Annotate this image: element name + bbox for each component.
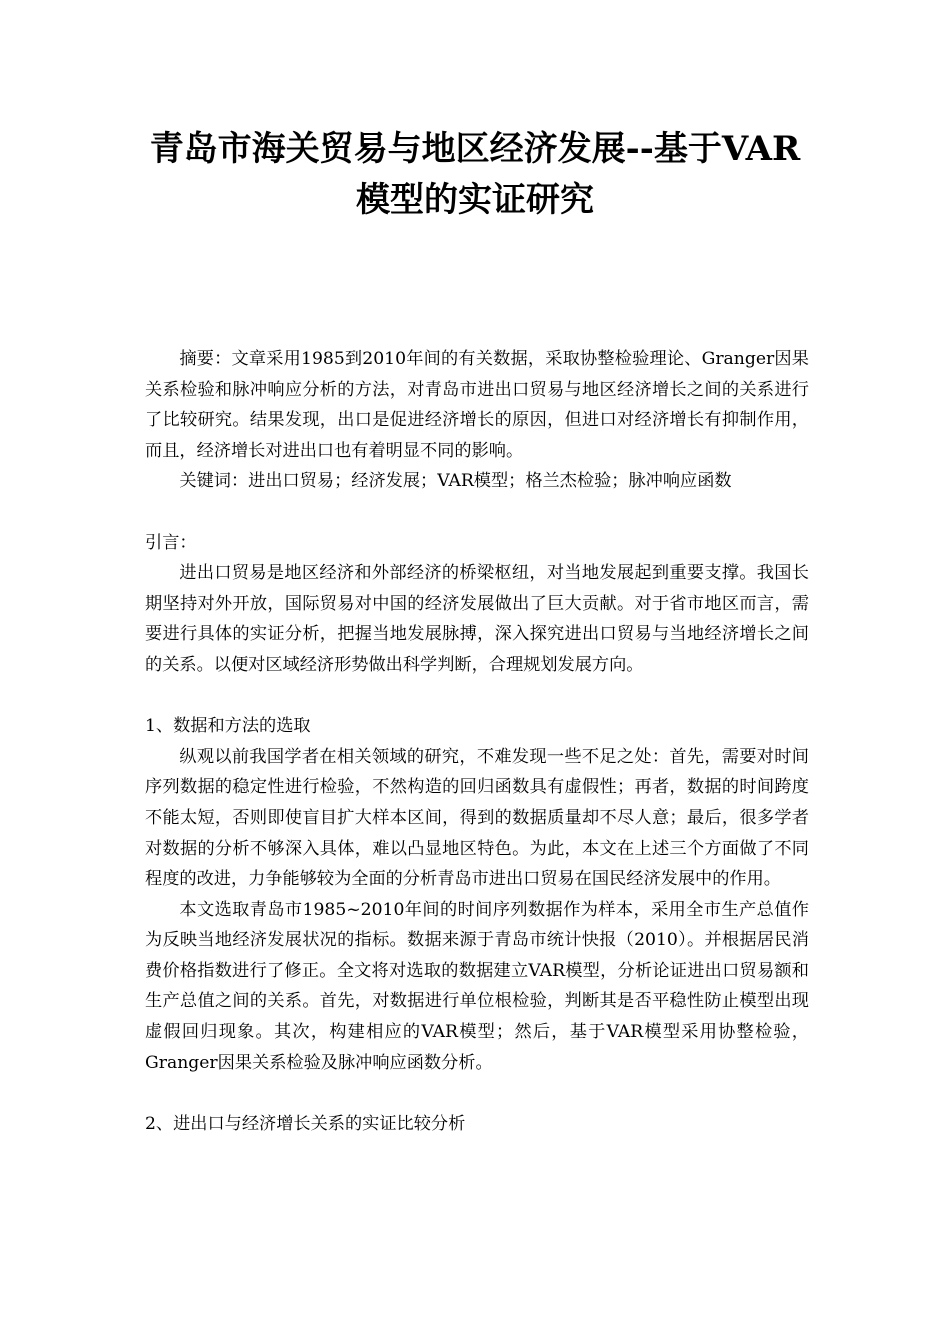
spacer [145, 681, 809, 712]
paper-title [0, 124, 950, 226]
section2-heading: 2、进出口与经济增长关系的实证比较分析 [145, 1113, 466, 1134]
spacer [145, 497, 809, 528]
section1-paragraph-1: 纵观以前我国学者在相关领域的研究，不难发现一些不足之处：首先，需要对时间序列数据的稳定性进行检验，不然构造的回归函数具有虚假性；再者，数据的时间跨度不能太短，否则即使盲目扩大样本区间，得到的数据质量却不尽人意；最后，很多学者对数据的分析不够深入具体，难以凸显地区特色。为此，本文在上述三个方面做了不同程度的改进，力争能够较为全面的分析青岛市进出口贸易在国民经济发展中的作用。 [145, 746, 809, 890]
abstract: 摘要：文章采用1985到2010年间的有关数据，采取协整检验理论、Granger因果关系检验和脉冲响应分析的方法，对青岛市进出口贸易与地区经济增长之间的关系进行了比较研究。结果发现，出口是促进经济增长的原因，但进口对经济增长有抑制作用，而且，经济增长对进出口也有着明显不同的影响。 [145, 349, 809, 461]
title-line-1: 青岛市海关贸易与地区经济发展--基于VAR [149, 129, 801, 169]
paper-body [145, 344, 809, 1139]
section1-paragraph-2: 本文选取青岛市1985~2010年间的时间序列数据作为样本，采用全市生产总值作为反映当地经济发展状况的指标。数据来源于青岛市统计快报（2010）。并根据居民消费价格指数进行了修正。全文将对选取的数据建立VAR模型，分析论证进出口贸易额和生产总值之间的关系。首先，对数据进行单位根检验，判断其是否平稳性防止模型出现虚假回归现象。其次，构建相应的VAR模型；然后，基于VAR模型采用协整检验，Granger因果关系检验及脉冲响应函数分析。 [145, 899, 809, 1073]
title-line-2: 模型的实证研究 [356, 180, 594, 220]
intro-paragraph: 进出口贸易是地区经济和外部经济的桥梁枢纽，对当地发展起到重要支撑。我国长期坚持对外开放，国际贸易对中国的经济发展做出了巨大贡献。对于省市地区而言，需要进行具体的实证分析，把握当地发展脉搏，深入探究进出口贸易与当地经济增长之间的关系。以便对区域经济形势做出科学判断，合理规划发展方向。 [145, 563, 809, 675]
spacer [145, 1078, 809, 1109]
section1-heading: 1、数据和方法的选取 [145, 716, 311, 737]
keywords: 关键词：进出口贸易；经济发展；VAR模型；格兰杰检验；脉冲响应函数 [179, 471, 732, 492]
intro-heading: 引言： [145, 532, 197, 553]
